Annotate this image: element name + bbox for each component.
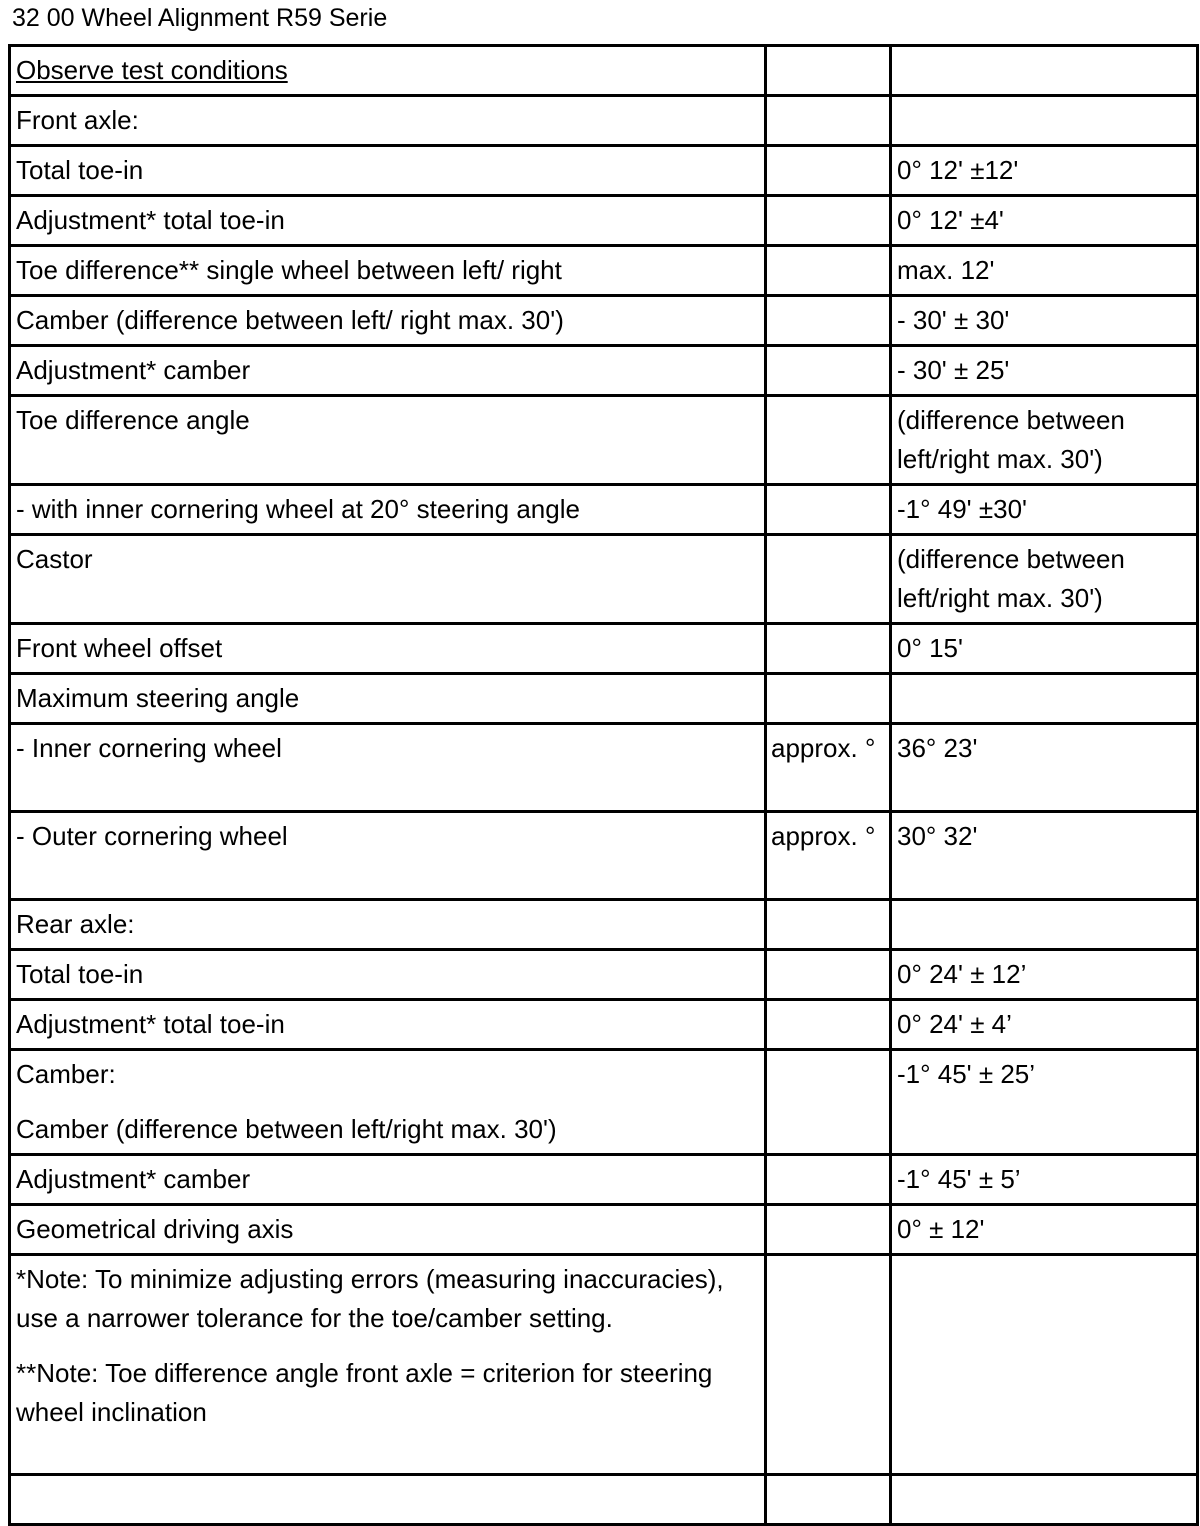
table-row xyxy=(10,396,1198,485)
row-label: - with inner cornering wheel at 20° steering angle xyxy=(10,485,766,535)
row-label xyxy=(10,1475,766,1525)
row-label: Castor xyxy=(10,535,766,624)
row-unit xyxy=(766,246,891,296)
row-unit xyxy=(766,1000,891,1050)
row-value: (difference between left/right max. 30') xyxy=(891,535,1198,624)
row-unit xyxy=(766,900,891,950)
row-label: Adjustment* camber xyxy=(10,346,766,396)
note-1: *Note: To minimize adjusting errors (measuring inaccuracies), use a narrower tolerance for the toe/camber setting. xyxy=(16,1264,724,1333)
row-unit xyxy=(766,1050,891,1155)
row-label: Rear axle: xyxy=(10,900,766,950)
note-2: **Note: Toe difference angle front axle = criterion for steering wheel inclination xyxy=(16,1358,713,1427)
row-unit: approx. ° xyxy=(766,724,891,812)
table-row xyxy=(10,1000,1198,1050)
row-value: 0° 24' ± 4’ xyxy=(891,1000,1198,1050)
row-value: - 30' ± 30' xyxy=(891,296,1198,346)
row-unit xyxy=(766,1155,891,1205)
table-row xyxy=(10,535,1198,624)
table-row xyxy=(10,950,1198,1000)
row-value: -1° 45' ± 5’ xyxy=(891,1155,1198,1205)
row-label xyxy=(10,46,766,96)
row-value: 30° 32' xyxy=(891,812,1198,900)
table-row xyxy=(10,96,1198,146)
row-value: 0° 12' ±12' xyxy=(891,146,1198,196)
row-unit xyxy=(766,1205,891,1255)
row-label: Geometrical driving axis xyxy=(10,1205,766,1255)
row-value: max. 12' xyxy=(891,246,1198,296)
row-value: 0° ± 12' xyxy=(891,1205,1198,1255)
table-row xyxy=(10,1475,1198,1525)
row-unit xyxy=(766,146,891,196)
row-unit xyxy=(766,96,891,146)
row-value: (difference between left/right max. 30') xyxy=(891,396,1198,485)
row-value xyxy=(891,674,1198,724)
row-value xyxy=(891,1255,1198,1475)
row-unit xyxy=(766,346,891,396)
row-label: Adjustment* total toe-in xyxy=(10,1000,766,1050)
notes-cell xyxy=(10,1255,766,1475)
row-value: 0° 12' ±4' xyxy=(891,196,1198,246)
table-row xyxy=(10,246,1198,296)
table-row xyxy=(10,1155,1198,1205)
row-unit xyxy=(766,46,891,96)
row-label: Toe difference** single wheel between left/ right xyxy=(10,246,766,296)
row-label: Front axle: xyxy=(10,96,766,146)
row-value: 0° 15' xyxy=(891,624,1198,674)
table-row xyxy=(10,346,1198,396)
row-unit xyxy=(766,624,891,674)
row-label-line: Camber (difference between left/right max. 30') xyxy=(16,1114,557,1144)
page-title: 32 00 Wheel Alignment R59 Serie xyxy=(12,4,388,32)
row-unit xyxy=(766,674,891,724)
wheel-alignment-table xyxy=(8,44,1199,1526)
row-label: Total toe-in xyxy=(10,146,766,196)
row-unit xyxy=(766,1255,891,1475)
row-label: Toe difference angle xyxy=(10,396,766,485)
row-label: - Inner cornering wheel xyxy=(10,724,766,812)
table-row xyxy=(10,674,1198,724)
row-label: Maximum steering angle xyxy=(10,674,766,724)
row-value: 36° 23' xyxy=(891,724,1198,812)
row-value xyxy=(891,1475,1198,1525)
row-unit xyxy=(766,296,891,346)
row-value: -1° 49' ±30' xyxy=(891,485,1198,535)
row-value: -1° 45' ± 25’ xyxy=(891,1050,1198,1155)
table-row xyxy=(10,485,1198,535)
row-unit xyxy=(766,396,891,485)
row-label: Adjustment* total toe-in xyxy=(10,196,766,246)
row-label-line: Camber: xyxy=(16,1059,116,1089)
row-label: - Outer cornering wheel xyxy=(10,812,766,900)
table-row xyxy=(10,196,1198,246)
test-conditions-link-text: Observe test conditions xyxy=(16,55,288,85)
row-value xyxy=(891,96,1198,146)
row-value: - 30' ± 25' xyxy=(891,346,1198,396)
table-row xyxy=(10,146,1198,196)
row-unit xyxy=(766,485,891,535)
row-label: Adjustment* camber xyxy=(10,1155,766,1205)
row-value: 0° 24' ± 12’ xyxy=(891,950,1198,1000)
table-row xyxy=(10,1255,1198,1475)
table-row xyxy=(10,812,1198,900)
row-label: Front wheel offset xyxy=(10,624,766,674)
row-unit xyxy=(766,196,891,246)
row-unit: approx. ° xyxy=(766,812,891,900)
row-unit xyxy=(766,535,891,624)
table-row xyxy=(10,46,1198,96)
row-value xyxy=(891,46,1198,96)
table-row xyxy=(10,1205,1198,1255)
table-row xyxy=(10,724,1198,812)
row-label: Total toe-in xyxy=(10,950,766,1000)
row-value xyxy=(891,900,1198,950)
table-row xyxy=(10,1050,1198,1155)
table-row xyxy=(10,900,1198,950)
row-label xyxy=(10,1050,766,1155)
table-row xyxy=(10,624,1198,674)
row-label: Camber (difference between left/ right max. 30') xyxy=(10,296,766,346)
row-unit xyxy=(766,1475,891,1525)
row-unit xyxy=(766,950,891,1000)
table-row xyxy=(10,296,1198,346)
